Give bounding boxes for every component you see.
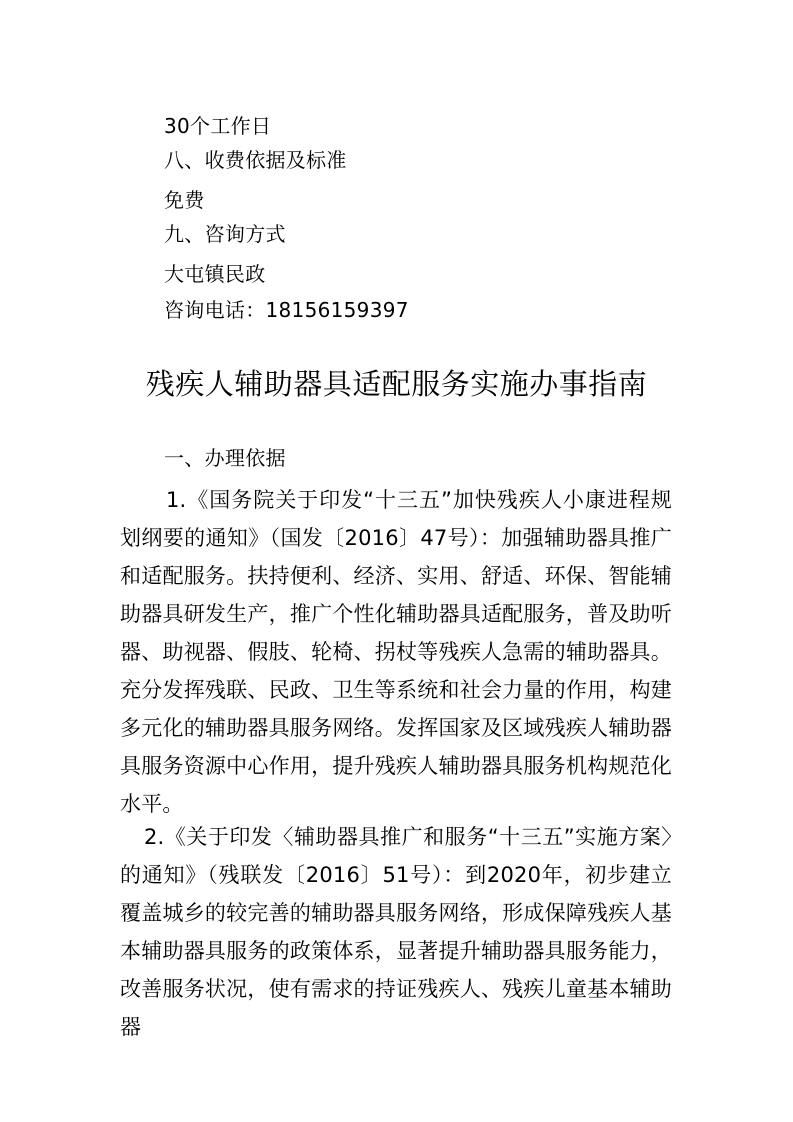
basis-paragraph-1: 1.《国务院关于印发“十三五”加快残疾人小康进程规划纲要的通知》（国发〔2016〕47号）：加强辅助器具推广和适配服务。扶持便利、经济、实用、舒适、环保、智能辅助器具研发生产，推广个性化辅助器具适配服务，普及助听器、助视器、假肢、轮椅、拐杖等残疾人急需的辅助器具。充分发挥残联、民政、卫生等系统和社会力量的作用，构建多元化的辅助器具服务网络。发挥国家及区域残疾人辅助器具服务资源中心作用，提升残疾人辅助器具服务机构规范化水平。 — [120, 488, 672, 816]
basis-paragraph-2: 2.《关于印发〈辅助器具推广和服务“十三五”实施方案〉的通知》（残联发〔2016〕51号）：到2020年，初步建立覆盖城乡的较完善的辅助器具服务网络，形成保障残疾人基本辅助器具服务的政策体系，显著提升辅助器具服务能力，改善服务状况，使有需求的持证残疾人、残疾儿童基本辅助器 — [120, 825, 672, 1039]
guide-title: 残疾人辅助器具适配服务实施办事指南 — [145, 367, 648, 401]
contact-phone: 咨询电话：18156159397 — [164, 298, 409, 322]
processing-duration: 30个工作日 — [164, 114, 272, 138]
basis-heading: 一、办理依据 — [164, 446, 286, 470]
fee-value: 免费 — [164, 188, 205, 212]
contact-heading: 九、咨询方式 — [164, 222, 286, 246]
contact-organization: 大屯镇民政 — [164, 262, 266, 286]
fee-heading: 八、收费依据及标准 — [164, 148, 347, 172]
